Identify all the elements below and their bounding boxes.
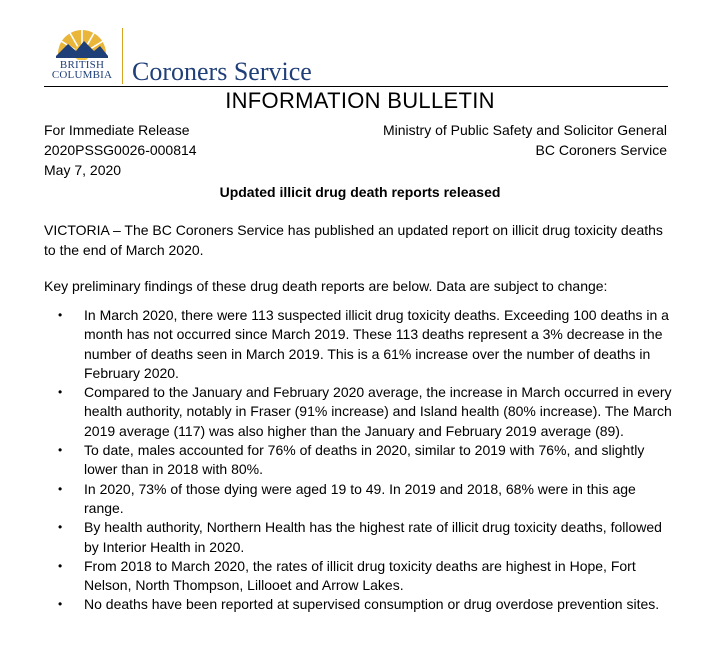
logo-divider	[122, 28, 123, 84]
list-item	[44, 518, 674, 557]
province-line2: COLUMBIA	[51, 69, 113, 81]
release-date: May 7, 2020	[44, 162, 122, 178]
bullet-icon: •	[58, 481, 63, 496]
sunburst-logo-icon	[50, 24, 114, 60]
bc-logo	[50, 24, 118, 84]
province-wordmark	[50, 60, 114, 80]
bullet-icon: •	[58, 597, 63, 612]
finding-text: In 2020, 73% of those dying were aged 19 to 49. In 2019 and 2018, 68% were in this age range.	[84, 480, 636, 516]
bullet-icon: •	[58, 520, 63, 535]
reference-number: 2020PSSG0026-000814	[44, 142, 197, 158]
finding-text: From 2018 to March 2020, the rates of illicit drug toxicity deaths are highest in Hope, Fort Nelson, North Thompson, Lillooet and Arrow Lakes.	[84, 557, 636, 594]
list-item	[44, 480, 674, 519]
list-item	[44, 441, 674, 480]
release-label: For Immediate Release	[44, 122, 190, 138]
findings-list	[44, 306, 674, 615]
finding-text: Compared to the January and February 2020 average, the increase in March occurred in every health authority, notably in Fraser (91% increase) and Island health (80% increase). The March 2019 average (117) was also higher than the January and February 2019 average (89).	[84, 384, 672, 439]
finding-text: To date, males accounted for 76% of deaths in 2020, similar to 2019 with 76%, and slightly lower than in 2018 with 80%.	[84, 442, 645, 478]
agency-name: BC Coroners Service	[535, 142, 667, 158]
province-line1: BRITISH	[59, 59, 105, 71]
bullet-icon: •	[58, 308, 63, 322]
finding-text: By health authority, Northern Health has the highest rate of illicit drug toxicity deaths, followed by Interior Health in 2020.	[84, 519, 662, 555]
list-item	[44, 306, 674, 383]
list-item	[44, 595, 674, 614]
bulletin-title: INFORMATION BULLETIN	[225, 88, 495, 113]
bullet-icon: •	[58, 558, 63, 573]
findings-intro: Key preliminary findings of these drug death reports are below. Data are subject to change:	[44, 278, 608, 294]
intro-paragraph: VICTORIA – The BC Coroners Service has published an updated report on illicit drug toxicity deaths to the end of March 2020.	[44, 222, 663, 258]
issuer-info	[383, 120, 667, 160]
bullet-icon: •	[58, 443, 63, 458]
service-name: Coroners Service	[132, 57, 312, 86]
ministry-name: Ministry of Public Safety and Solicitor General	[382, 122, 667, 138]
list-item	[44, 557, 674, 596]
release-info	[44, 120, 197, 180]
list-item	[44, 383, 674, 441]
header-rule	[44, 86, 668, 87]
finding-text: No deaths have been reported at supervised consumption or drug overdose prevention sites.	[84, 596, 660, 613]
headline: Updated illicit drug death reports released	[219, 184, 501, 200]
bullet-icon: •	[58, 385, 63, 400]
finding-text: In March 2020, there were 113 suspected illicit drug toxicity deaths. Exceeding 100 deaths in a month has not occurred since March 2019. These 113 deaths represent a 3% decrease in the number of deaths seen in March 2019. This is a 61% increase over the number of deaths in February 2020.	[84, 307, 669, 381]
